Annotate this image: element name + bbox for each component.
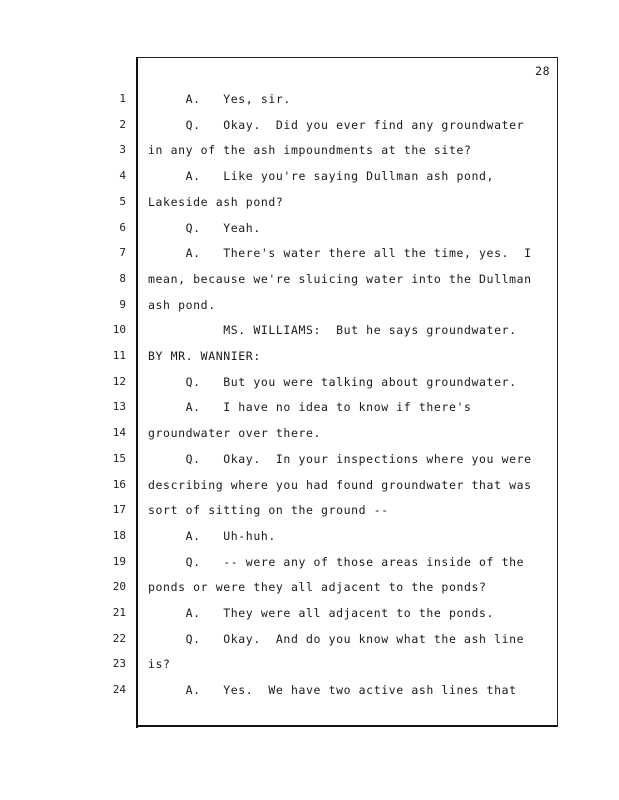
- transcript-line: [0, 577, 560, 597]
- line-text: ash pond.: [148, 297, 216, 312]
- transcript-line: [0, 192, 560, 212]
- line-text: groundwater over there.: [148, 426, 322, 441]
- line-number: 15: [112, 451, 126, 465]
- line-text: A. Yes. We have two active ash lines that: [148, 683, 517, 698]
- transcript-line: [0, 526, 560, 546]
- line-number: 1: [119, 92, 126, 105]
- transcript-line: [0, 397, 560, 417]
- transcript-line: [0, 449, 560, 469]
- line-number: 10: [112, 323, 126, 337]
- transcript-line: [0, 603, 560, 623]
- line-number: 7: [119, 246, 126, 260]
- page-number: 28: [535, 64, 550, 78]
- transcript-line: [0, 346, 560, 366]
- transcript-line: [0, 423, 560, 443]
- transcript-line: [0, 320, 560, 340]
- line-text: mean, because we're sluicing water into the Dullman: [148, 271, 532, 286]
- line-text: A. They were all adjacent to the ponds.: [148, 606, 495, 620]
- line-number: 16: [112, 477, 126, 491]
- line-text: MS. WILLIAMS: But he says groundwater.: [148, 323, 517, 338]
- transcript-line: [0, 295, 560, 315]
- line-number: 13: [112, 400, 126, 414]
- line-number: 21: [112, 606, 126, 619]
- line-text: A. I have no idea to know if there's: [148, 400, 472, 415]
- line-number: 17: [112, 503, 126, 517]
- transcript-line: [0, 115, 560, 135]
- transcript-line: [0, 680, 560, 700]
- line-text: ponds or were they all adjacent to the ponds?: [148, 580, 487, 595]
- line-text: Q. Okay. In your inspections where you were: [148, 451, 532, 466]
- line-number: 11: [112, 349, 126, 362]
- line-text: Lakeside ash pond?: [148, 194, 284, 209]
- line-number: 6: [119, 220, 126, 234]
- line-text: Q. Yeah.: [148, 220, 261, 235]
- line-text: sort of sitting on the ground --: [148, 503, 389, 518]
- line-text: Q. But you were talking about groundwater.: [148, 374, 517, 389]
- line-number: 8: [119, 271, 126, 285]
- line-text: describing where you had found groundwater that was: [148, 477, 532, 492]
- line-text: is?: [148, 657, 171, 672]
- line-number: 9: [119, 297, 126, 311]
- transcript-line: [0, 269, 560, 289]
- line-number: 24: [112, 683, 126, 697]
- line-number: 20: [112, 580, 126, 594]
- line-number: 19: [112, 554, 126, 568]
- transcript-line: [0, 654, 560, 674]
- line-number: 4: [119, 169, 126, 183]
- line-number: 22: [112, 631, 126, 645]
- transcript-line: [0, 89, 560, 109]
- transcript-line: [0, 372, 560, 392]
- line-text: A. Uh-huh.: [148, 528, 276, 543]
- transcript-line: [0, 243, 560, 263]
- line-text: A. Yes, sir.: [148, 92, 291, 106]
- line-text: in any of the ash impoundments at the site?: [148, 143, 472, 158]
- line-number: 14: [112, 426, 126, 440]
- line-number: 18: [112, 528, 126, 542]
- line-text: Q. -- were any of those areas inside of the: [148, 554, 525, 569]
- line-text: Q. Okay. Did you ever find any groundwater: [148, 117, 525, 132]
- transcript-line: [0, 475, 560, 495]
- line-number: 2: [119, 117, 126, 131]
- line-text: Q. Okay. And do you know what the ash line: [148, 631, 525, 646]
- transcript-line: [0, 629, 560, 649]
- transcript-line: [0, 140, 560, 160]
- transcript-line: [0, 166, 560, 186]
- transcript-line: [0, 552, 560, 572]
- line-number: 12: [112, 374, 126, 388]
- line-text: A. Like you're saying Dullman ash pond,: [148, 169, 495, 184]
- transcript-line: [0, 218, 560, 238]
- line-number: 3: [119, 143, 126, 157]
- line-number: 5: [119, 194, 126, 208]
- transcript-line: [0, 500, 560, 520]
- line-text: BY MR. WANNIER:: [148, 349, 261, 363]
- line-text: A. There's water there all the time, yes. I: [148, 246, 532, 261]
- line-number: 23: [112, 657, 126, 671]
